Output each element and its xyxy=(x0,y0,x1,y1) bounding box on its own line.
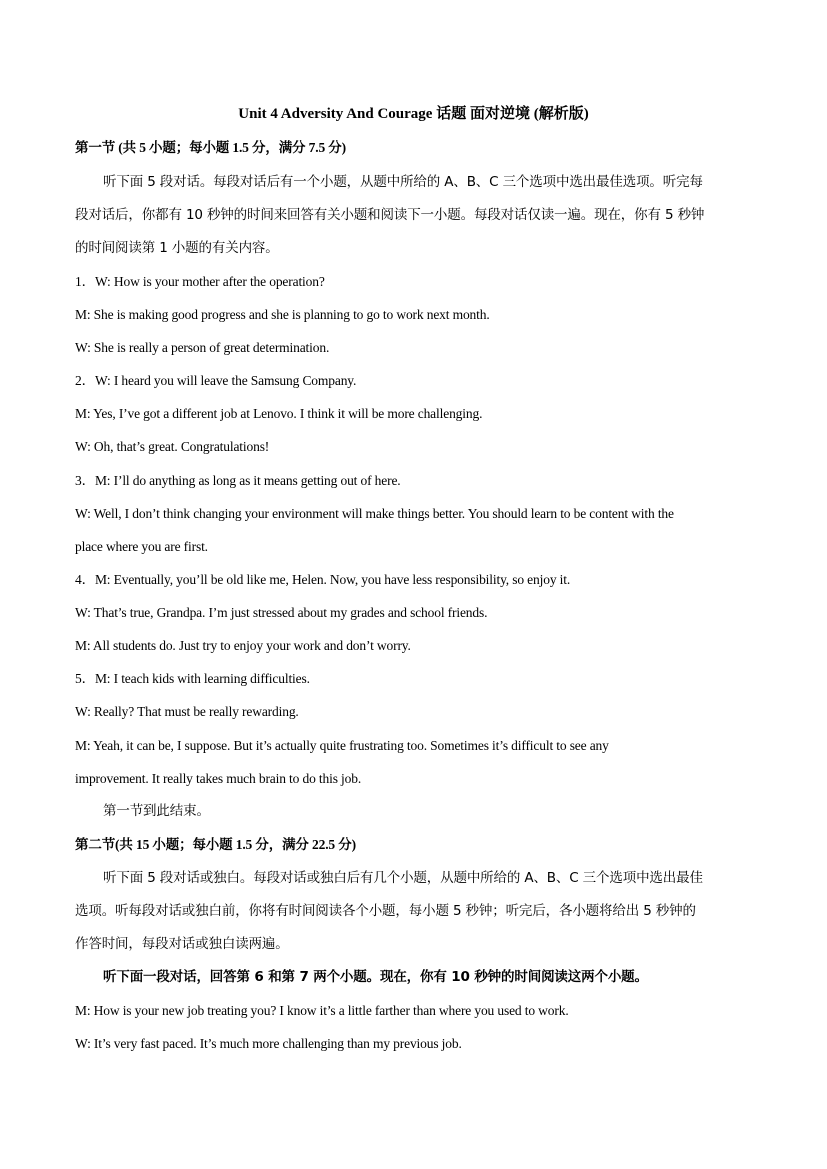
dialogue-line: 2．W: I heard you will leave the Samsung Company. xyxy=(75,373,357,388)
section-2-instruction-line: 作答时间，每段对话或独白读两遍。 xyxy=(75,936,289,952)
dialogue-line: 3．M: I’ll do anything as long as it means getting out of here. xyxy=(75,473,401,488)
dialogue-line: 1．W: How is your mother after the operation? xyxy=(75,274,325,289)
dialogue-line: 5．M: I teach kids with learning difficulties. xyxy=(75,671,310,686)
dialogue-line: M: How is your new job treating you? I know it’s a little farther than where you used to work. xyxy=(75,1003,569,1018)
section-2-heading: 第二节(共 15 小题；每小题 1.5 分，满分 22.5 分) xyxy=(75,837,356,852)
section-1-instruction-line: 听下面 5 段对话。每段对话后有一个小题，从题中所给的 A、B、C 三个选项中选出最佳选项。听完每 xyxy=(103,174,703,190)
section-2-prompt: 听下面一段对话，回答第 6 和第 7 两个小题。现在，你有 10 秒钟的时间阅读这两个小题。 xyxy=(103,969,648,985)
dialogue-line: place where you are first. xyxy=(75,539,208,554)
section-2-instruction-line: 听下面 5 段对话或独白。每段对话或独白后有几个小题，从题中所给的 A、B、C 三个选项中选出最佳 xyxy=(103,870,703,886)
dialogue-line: W: Oh, that’s great. Congratulations! xyxy=(75,439,270,454)
section-1-instruction-line: 的时间阅读第 1 小题的有关内容。 xyxy=(75,240,279,256)
section-1-instruction-line: 段对话后，你都有 10 秒钟的时间来回答有关小题和阅读下一小题。每段对话仅读一遍。现在，你有 5 秒钟 xyxy=(75,207,705,223)
dialogue-line: improvement. It really takes much brain to do this job. xyxy=(75,771,362,786)
dialogue-line: W: It’s very fast paced. It’s much more challenging than my previous job. xyxy=(75,1036,462,1051)
dialogue-line: M: All students do. Just try to enjoy your work and don’t worry. xyxy=(75,638,411,653)
section-2-instruction-line: 选项。听每段对话或独白前，你将有时间阅读各个小题，每小题 5 秒钟；听完后，各小题将给出 5 秒钟的 xyxy=(75,903,696,919)
dialogue-line: W: Really? That must be really rewarding. xyxy=(75,704,299,719)
document-title: Unit 4 Adversity And Courage 话题 面对逆境 (解析版) xyxy=(238,106,589,122)
dialogue-line: W: That’s true, Grandpa. I’m just stressed about my grades and school friends. xyxy=(75,605,488,620)
dialogue-line: W: She is really a person of great determination. xyxy=(75,340,330,355)
section-1-heading: 第一节 (共 5 小题；每小题 1.5 分，满分 7.5 分) xyxy=(75,140,346,155)
dialogue-line: M: She is making good progress and she is planning to go to work next month. xyxy=(75,307,490,322)
dialogue-line: M: Yeah, it can be, I suppose. But it’s actually quite frustrating too. Sometimes it’s difficult to see any xyxy=(75,738,609,753)
dialogue-line: 4．M: Eventually, you’ll be old like me, Helen. Now, you have less responsibility, so enjoy it. xyxy=(75,572,571,587)
section-1-ending: 第一节到此结束。 xyxy=(103,803,210,819)
dialogue-line: M: Yes, I’ve got a different job at Lenovo. I think it will be more challenging. xyxy=(75,406,483,421)
dialogue-line: W: Well, I don’t think changing your environment will make things better. You should learn to be content with the xyxy=(75,506,674,521)
